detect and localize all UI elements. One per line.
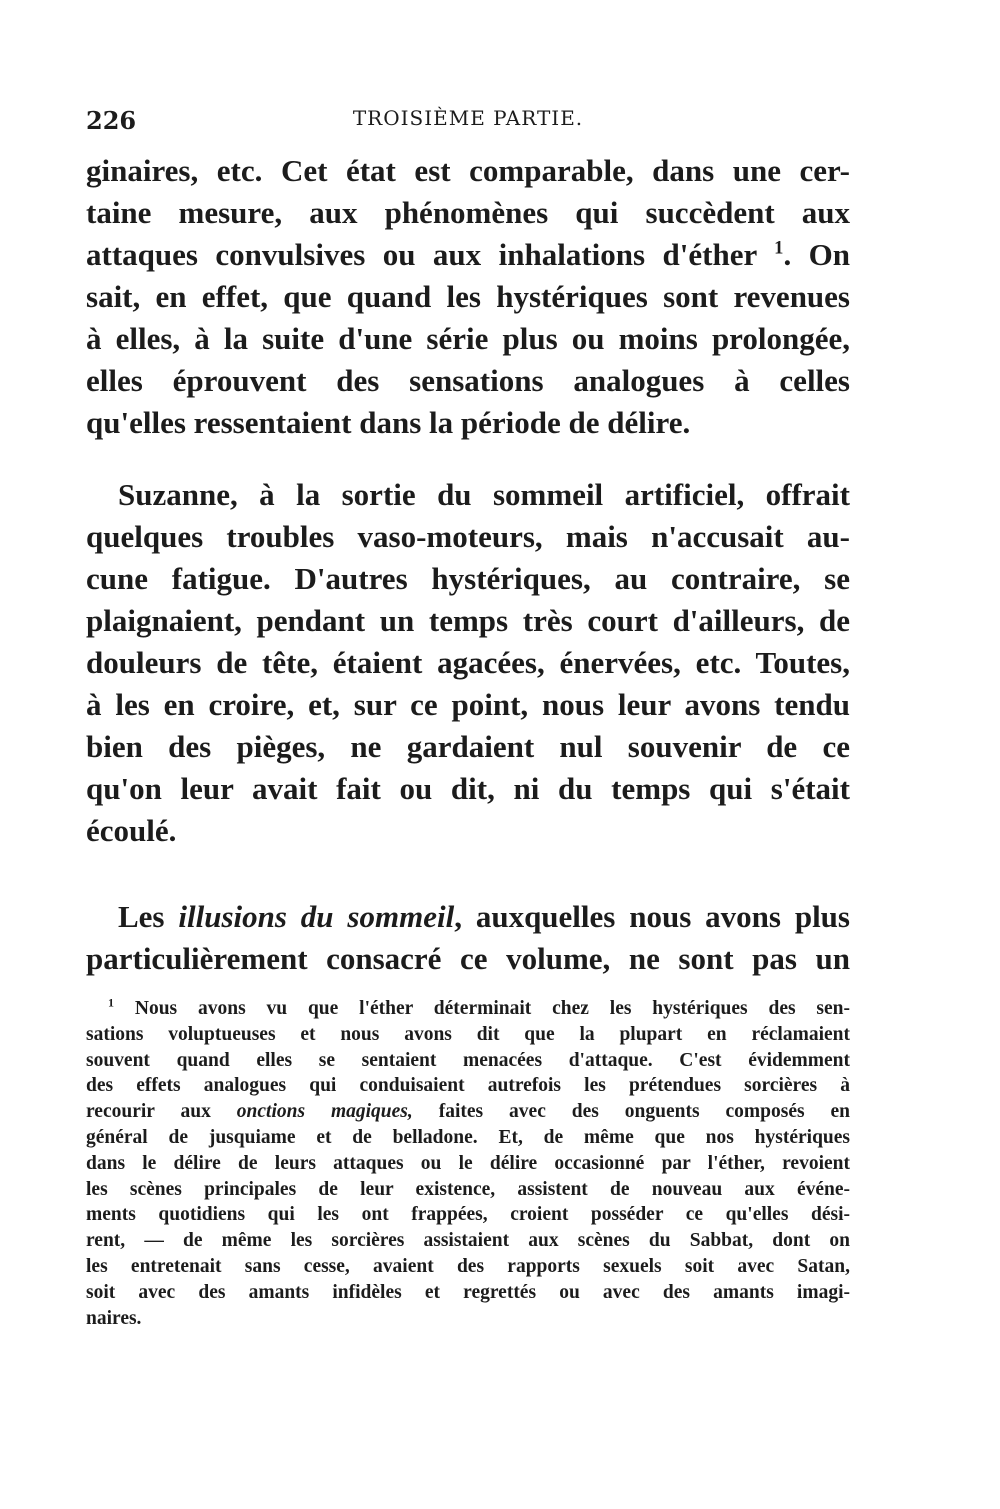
italic-phrase: onctions magiques, [236,1101,413,1123]
text-line: quelques troubles vaso-moteurs, mais n'accusait au- [86,519,850,554]
footnote-line: naires. [86,1307,142,1329]
footnote-line: sations voluptueuses et nous avons dit que la plupart en réclamaient [86,1023,850,1045]
footnote-line: dans le délire de leurs attaques ou le délire occasionné par l'éther, revoient [86,1152,850,1174]
italic-phrase: illusions du sommeil [178,899,455,934]
paragraph-2 [86,474,850,852]
text-line: cune fatigue. D'autres hystériques, au contraire, se [86,561,850,596]
text-line: qu'elles ressentaient dans la période de délire. [86,405,691,440]
text-segment: , auxquelles nous avons plus [454,899,850,934]
page-number: 226 [86,106,137,135]
text-line-with-footnote-ref [86,234,850,276]
footnote-line: soit avec des amants infidèles et regrettés ou avec des amants imagi- [86,1281,850,1303]
text-line: qu'on leur avait fait ou dit, ni du temps qui s'était [86,771,850,806]
text-line: particulièrement consacré ce volume, ne sont pas un [86,941,850,976]
paragraph-3 [86,896,850,980]
text-line: Suzanne, à la sortie du sommeil artificiel, offrait [118,477,850,512]
footnote-line [86,996,850,1022]
text-line: écoulé. [86,813,177,848]
footnote-line: rent, — de même les sorcières assistaient aux scènes du Sabbat, dont on [86,1230,850,1252]
paragraph-1 [86,150,850,444]
text-line: à elles, à la suite d'une série plus ou moins prolongée, [86,321,850,356]
running-head: TROISIÈME PARTIE. [352,106,584,130]
text-segment: Nous avons vu que l'éther déterminait chez les hystériques des sen- [134,998,850,1019]
text-line: bien des pièges, ne gardaient nul souvenir de ce [86,729,850,764]
footnote-marker: 1 [108,995,114,1010]
text-segment: faites avec des onguents composés en [438,1101,850,1123]
text-line: ginaires, etc. Cet état est comparable, dans une cer- [86,153,850,188]
page-header [86,106,850,146]
text-line: sait, en effet, que quand les hystériques sont revenues [86,279,850,314]
footnote-line [86,1099,850,1125]
footnote-line: des effets analogues qui conduisaient autrefois les prétendues sorcières à [86,1075,850,1097]
footnote-line: ments quotidiens qui les ont frappées, croient posséder ce qu'elles dési- [86,1204,850,1226]
footnote-line: général de jusquiame et de belladone. Et, de même que nos hystériques [86,1126,850,1148]
footnote [86,996,850,1331]
footnote-line: les scènes principales de leur existence, assistent de nouveau aux événe- [86,1178,850,1200]
text-segment: . On [783,237,851,272]
text-segment: recourir aux [86,1101,237,1123]
text-line [86,896,850,938]
main-text [86,150,850,980]
footnote-line: les entretenait sans cesse, avaient des rapports sexuels soit avec Satan, [86,1255,850,1277]
footnote-reference: 1 [774,237,784,259]
text-line: douleurs de tête, étaient agacées, énervées, etc. Toutes, [86,645,850,680]
text-line: elles éprouvent des sensations analogues à celles [86,363,850,398]
text-segment: Les [118,899,179,934]
text-line: plaignaient, pendant un temps très court d'ailleurs, de [86,603,850,638]
text-segment: attaques convulsives ou aux inhalations d'éther [86,237,757,272]
footnote-line: souvent quand elles se sentaient menacées d'attaque. C'est évidemment [86,1049,850,1071]
text-line: taine mesure, aux phénomènes qui succèdent aux [86,195,850,230]
text-line: à les en croire, et, sur ce point, nous leur avons tendu [86,687,850,722]
